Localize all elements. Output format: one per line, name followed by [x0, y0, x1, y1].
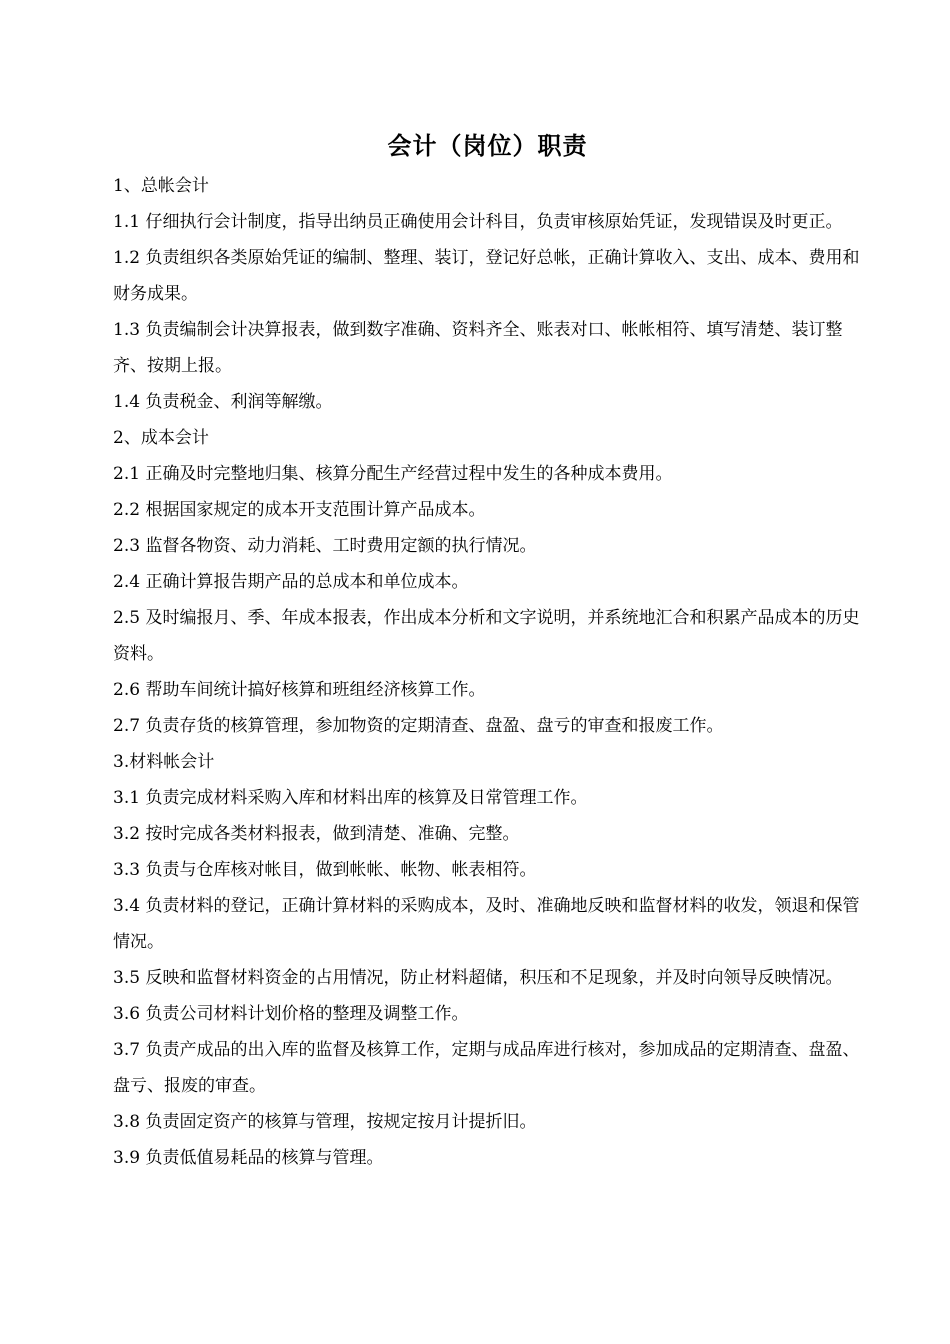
paragraph-2-4: 2.4 正确计算报告期产品的总成本和单位成本。	[113, 572, 469, 592]
document-title: 会计（岗位）职责	[387, 131, 588, 160]
paragraph-1-4: 1.4 负责税金、利润等解缴。	[113, 392, 333, 412]
paragraph-3-8: 3.8 负责固定资产的核算与管理，按规定按月计提折旧。	[113, 1112, 537, 1132]
paragraph-3-4: 3.4 负责材料的登记，正确计算材料的采购成本，及时、准确地反映和监督材料的收发，领退和保管情况。	[113, 896, 860, 952]
paragraph-2-5: 2.5 及时编报月、季、年成本报表，作出成本分析和文字说明，并系统地汇合和积累产品成本的历史资料。	[113, 608, 860, 664]
paragraph-3-9: 3.9 负责低值易耗品的核算与管理。	[113, 1148, 384, 1168]
paragraph-2-1: 2.1 正确及时完整地归集、核算分配生产经营过程中发生的各种成本费用。	[113, 464, 673, 484]
paragraph-3-2: 3.2 按时完成各类材料报表，做到清楚、准确、完整。	[113, 824, 520, 844]
paragraph-1-2: 1.2 负责组织各类原始凭证的编制、整理、装订，登记好总帐，正确计算收入、支出、成本、费用和财务成果。	[113, 248, 860, 304]
paragraph-2-6: 2.6 帮助车间统计搞好核算和班组经济核算工作。	[113, 680, 486, 700]
section-heading-materials-accounting: 3.材料帐会计	[113, 752, 215, 772]
paragraph-3-1: 3.1 负责完成材料采购入库和材料出库的核算及日常管理工作。	[113, 788, 588, 808]
paragraph-1-1: 1.1 仔细执行会计制度，指导出纳员正确使用会计科目，负责审核原始凭证，发现错误及时更正。	[113, 212, 843, 232]
paragraph-3-3: 3.3 负责与仓库核对帐目，做到帐帐、帐物、帐表相符。	[113, 860, 537, 880]
section-heading-general-ledger: 1、总帐会计	[113, 176, 209, 196]
paragraph-3-6: 3.6 负责公司材料计划价格的整理及调整工作。	[113, 1004, 469, 1024]
paragraph-1-3: 1.3 负责编制会计决算报表，做到数字准确、资料齐全、账表对口、帐帐相符、填写清楚、装订整齐、按期上报。	[113, 320, 843, 376]
paragraph-3-7: 3.7 负责产成品的出入库的监督及核算工作，定期与成品库进行核对，参加成品的定期清查、盘盈、盘亏、报废的审查。	[113, 1040, 860, 1096]
paragraph-2-7: 2.7 负责存货的核算管理，参加物资的定期清查、盘盈、盘亏的审查和报废工作。	[113, 716, 724, 736]
paragraph-2-3: 2.3 监督各物资、动力消耗、工时费用定额的执行情况。	[113, 536, 537, 556]
section-heading-cost-accounting: 2、成本会计	[113, 428, 209, 448]
document-body	[113, 168, 873, 1176]
paragraph-3-5: 3.5 反映和监督材料资金的占用情况，防止材料超储，积压和不足现象，并及时向领导反映情况。	[113, 968, 843, 988]
paragraph-2-2: 2.2 根据国家规定的成本开支范围计算产品成本。	[113, 500, 486, 520]
